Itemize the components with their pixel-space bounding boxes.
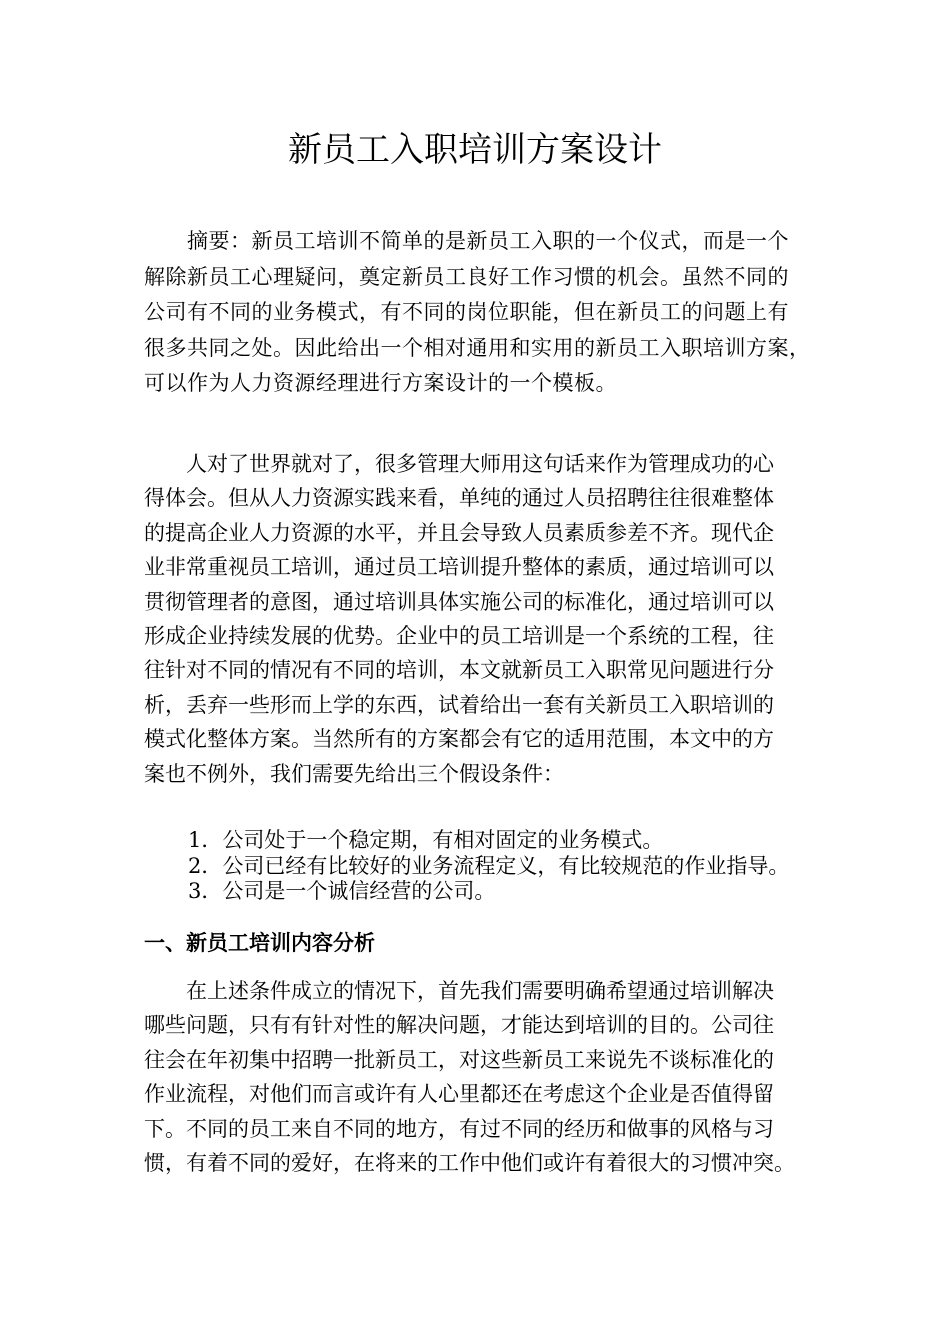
list-item: 3．公司是一个诚信经营的公司。: [188, 879, 496, 903]
section1-line: 惯，有着不同的爱好，在将来的工作中他们或许有着很大的习惯冲突。: [144, 1150, 795, 1175]
document-title: 新员工入职培训方案设计: [288, 130, 662, 170]
list-item: 2．公司已经有比较好的业务流程定义，有比较规范的作业指导。: [188, 853, 790, 878]
intro-line: 案也不例外，我们需要先给出三个假设条件：: [144, 761, 564, 786]
intro-line: 贯彻管理者的意图，通过培训具体实施公司的标准化，通过培训可以: [144, 589, 774, 614]
abstract-line: 摘要：新员工培训不简单的是新员工入职的一个仪式，而是一个: [144, 229, 789, 253]
abstract-line: 可以作为人力资源经理进行方案设计的一个模板。: [144, 371, 617, 395]
abstract-line: 解除新员工心理疑问，奠定新员工良好工作习惯的机会。虽然不同的: [144, 264, 789, 289]
intro-line: 模式化整体方案。当然所有的方案都会有它的适用范围，本文中的方: [144, 727, 774, 752]
section1-line: 在上述条件成立的情况下，首先我们需要明确希望通过培训解决: [144, 979, 774, 1003]
section1-line: 下。不同的员工来自不同的地方，有过不同的经历和做事的风格与习: [144, 1116, 774, 1141]
assumption-list: [188, 828, 789, 905]
intro-line: 往针对不同的情况有不同的培训，本文就新员工入职常见问题进行分: [144, 658, 774, 683]
section-heading: 一、新员工培训内容分析: [144, 931, 375, 955]
intro-line: 业非常重视员工培训，通过员工培训提升整体的素质，通过培训可以: [144, 555, 774, 580]
list-item: 1．公司处于一个稳定期，有相对固定的业务模式。: [188, 828, 664, 852]
intro-line: 得体会。但从人力资源实践来看，单纯的通过人员招聘往往很难整体: [144, 486, 774, 511]
intro-line: 的提高企业人力资源的水平，并且会导致人员素质参差不齐。现代企: [144, 520, 774, 545]
intro-paragraph: [144, 447, 812, 791]
section1-line: 往会在年初集中招聘一批新员工，对这些新员工来说先不谈标准化的: [144, 1047, 774, 1072]
section1-paragraph: [144, 974, 812, 1180]
abstract-line: 公司有不同的业务模式，有不同的岗位职能，但在新员工的问题上有: [144, 300, 789, 324]
intro-line: 人对了世界就对了，很多管理大师用这句话来作为管理成功的心: [144, 452, 774, 476]
intro-line: 形成企业持续发展的优势。企业中的员工培训是一个系统的工程，往: [144, 623, 774, 648]
section1-line: 哪些问题，只有有针对性的解决问题，才能达到培训的目的。公司往: [144, 1013, 774, 1038]
section1-line: 作业流程，对他们而言或许有人心里都还在考虑这个企业是否值得留: [144, 1082, 774, 1107]
intro-line: 析，丢弃一些形而上学的东西，试着给出一套有关新员工入职培训的: [144, 692, 774, 717]
abstract-line: 很多共同之处。因此给出一个相对通用和实用的新员工入职培训方案，: [144, 335, 811, 360]
abstract-paragraph: [144, 224, 812, 402]
